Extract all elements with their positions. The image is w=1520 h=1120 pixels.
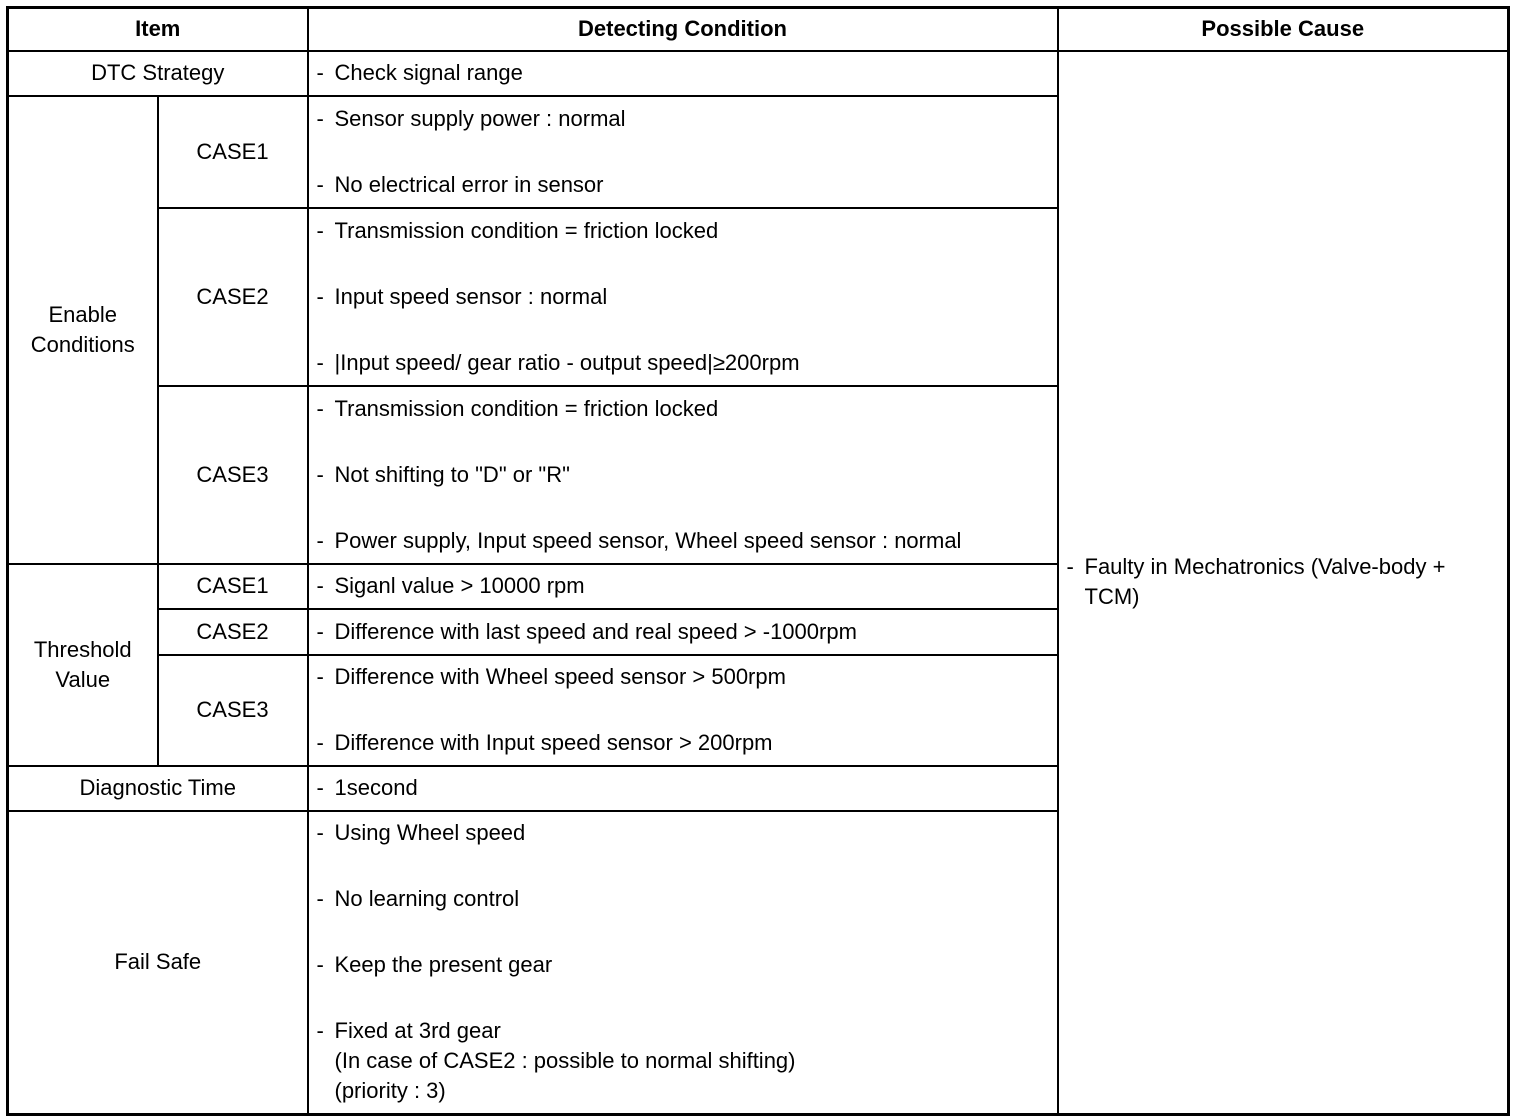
diagnostic-time-condition: - 1second: [308, 766, 1058, 811]
header-possible-cause: Possible Cause: [1058, 8, 1509, 51]
fail-safe-label: Fail Safe: [8, 811, 308, 1115]
header-detecting-condition: Detecting Condition: [308, 8, 1058, 51]
enable-case1-label: CASE1: [158, 96, 308, 208]
enable-case3-label: CASE3: [158, 386, 308, 564]
threshold-case3-condition: - Difference with Wheel speed sensor > 500rpm - Difference with Input speed sensor > 200rpm: [308, 655, 1058, 766]
enable-case2-condition: - Transmission condition = friction locked - Input speed sensor : normal - |Input speed/ gear ratio - output speed|≥200rpm: [308, 208, 1058, 386]
enable-case1-condition: - Sensor supply power : normal - No electrical error in sensor: [308, 96, 1058, 208]
threshold-case2-condition: - Difference with last speed and real speed > -1000rpm: [308, 609, 1058, 655]
threshold-case1-label: CASE1: [158, 564, 308, 609]
threshold-value-label: Threshold Value: [8, 564, 158, 766]
dtc-strategy-condition: - Check signal range: [308, 51, 1058, 96]
enable-case2-label: CASE2: [158, 208, 308, 386]
threshold-case1-condition: - Siganl value > 10000 rpm: [308, 564, 1058, 609]
possible-cause-cell: - Faulty in Mechatronics (Valve-body + TCM): [1058, 51, 1509, 1115]
header-item: Item: [8, 8, 308, 51]
enable-case3-condition: - Transmission condition = friction locked - Not shifting to "D" or "R" - Power supply, Input speed sensor, Wheel speed sensor : normal: [308, 386, 1058, 564]
threshold-case2-label: CASE2: [158, 609, 308, 655]
fail-safe-condition: - Using Wheel speed - No learning control - Keep the present gear - Fixed at 3rd gear (In case of CASE2 : possible to normal shifting) (priority : 3): [308, 811, 1058, 1115]
threshold-case3-label: CASE3: [158, 655, 308, 766]
row-dtc-strategy: [8, 51, 1509, 96]
header-row: [8, 8, 1509, 51]
possible-cause-text: Faulty in Mechatronics (Valve-body + TCM): [1084, 554, 1446, 610]
dtc-table: [6, 6, 1510, 1116]
enable-conditions-label: Enable Conditions: [8, 96, 158, 564]
dtc-strategy-label: DTC Strategy: [8, 51, 308, 96]
diagnostic-time-label: Diagnostic Time: [8, 766, 308, 811]
